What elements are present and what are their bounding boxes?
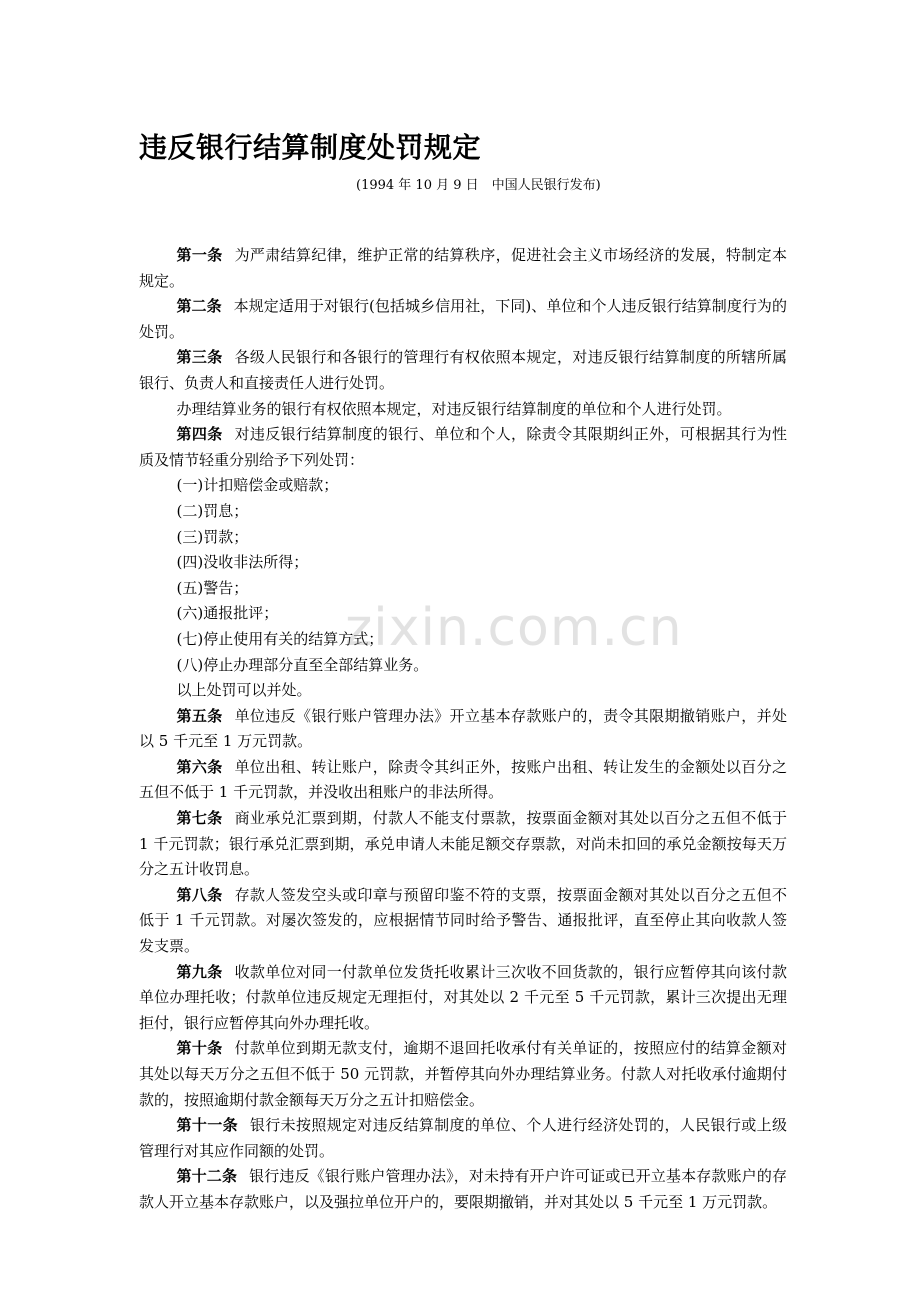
article-label: 第一条 bbox=[176, 246, 223, 264]
article-paragraph bbox=[139, 550, 787, 576]
article-paragraph bbox=[139, 473, 787, 499]
article-label: 第二条 bbox=[176, 297, 222, 316]
article-paragraph bbox=[139, 627, 787, 653]
article-text: (三)罚款； bbox=[176, 527, 249, 546]
article-text: 收款单位对同一付款单位发货托收累计三次收不回货款的，银行应暂停其向该付款单位办理托收；付款单位违反规定无理拒付，对其处以 2 千元至 5 千元罚款，累计三次提出无理拒付，银行应暂停其向外办理托收。 bbox=[139, 962, 787, 1032]
article-label: 第八条 bbox=[176, 885, 223, 904]
article-text: 单位出租、转让账户，除责令其纠正外，按账户出租、转让发生的金额处以百分之五但不低于 1 千元罚款，并没收出租账户的非法所得。 bbox=[139, 757, 787, 802]
document-title: 违反银行结算制度处罚规定 bbox=[139, 131, 482, 164]
article-label: 第十一条 bbox=[176, 1116, 238, 1135]
article-text: 本规定适用于对银行(包括城乡信用社，下同)、单位和个人违反银行结算制度行为的处罚。 bbox=[139, 297, 787, 341]
article-text: (一)计扣赔偿金或赔款； bbox=[176, 476, 339, 495]
article-label: 第十二条 bbox=[176, 1167, 238, 1186]
article-label: 第十条 bbox=[176, 1039, 223, 1058]
article-text: 对违反银行结算制度的银行、单位和个人，除责令其限期纠正外，可根据其行为性质及情节轻重分别给予下列处罚： bbox=[139, 425, 787, 469]
article-label: 第四条 bbox=[176, 425, 223, 444]
article-text: 银行违反《银行账户管理办法》，对未持有开户许可证或已开立基本存款账户的存款人开立基本存款账户，以及强拉单位开户的，要限期撤销，并对其处以 5 千元至 1 万元罚款。 bbox=[139, 1167, 787, 1211]
article-paragraph bbox=[139, 576, 787, 602]
article-text: (二)罚息； bbox=[176, 501, 249, 520]
article-text: 以上处罚可以并处。 bbox=[176, 681, 312, 700]
article-paragraph bbox=[139, 601, 787, 627]
article-paragraph bbox=[139, 499, 787, 525]
article-paragraph bbox=[139, 755, 787, 806]
article-text: (六)通报批评； bbox=[176, 604, 279, 623]
article-paragraph bbox=[139, 678, 787, 704]
article-text: 单位违反《银行账户管理办法》开立基本存款账户的，责令其限期撤销账户，并处以 5 千元至 1 万元罚款。 bbox=[139, 706, 787, 751]
article-label: 第三条 bbox=[176, 348, 223, 367]
article-paragraph bbox=[139, 704, 787, 755]
article-paragraph bbox=[139, 397, 787, 423]
article-text: (八)停止办理部分直至全部结算业务。 bbox=[176, 655, 429, 674]
article-paragraph bbox=[139, 806, 787, 883]
article-label: 第六条 bbox=[176, 757, 223, 776]
document-body bbox=[139, 243, 787, 1216]
article-paragraph bbox=[139, 653, 787, 679]
article-text: 为严肃结算纪律，维护正常的结算秩序，促进社会主义市场经济的发展，特制定本规定。 bbox=[139, 246, 787, 290]
article-text: 付款单位到期无款支付，逾期不退回托收承付有关单证的，按照应付的结算金额对其处以每天万分之五但不低于 50 元罚款，并暂停其向外办理结算业务。付款人对托收承付逾期付款的，按照逾期付款金额每天万分之五计扣赔偿金。 bbox=[139, 1039, 787, 1109]
article-paragraph bbox=[139, 960, 787, 1037]
article-paragraph bbox=[139, 525, 787, 551]
article-text: 银行未按照规定对违反结算制度的单位、个人进行经济处罚的，人民银行或上级管理行对其应作同额的处罚。 bbox=[139, 1116, 787, 1160]
article-label: 第九条 bbox=[176, 962, 223, 981]
article-text: 办理结算业务的银行有权依照本规定，对违反银行结算制度的单位和个人进行处罚。 bbox=[176, 399, 732, 418]
article-paragraph bbox=[139, 243, 787, 294]
article-text: (五)警告； bbox=[176, 578, 249, 597]
article-label: 第七条 bbox=[176, 809, 223, 828]
article-text: 各级人民银行和各银行的管理行有权依照本规定，对违反银行结算制度的所辖所属银行、负责人和直接责任人进行处罚。 bbox=[139, 348, 787, 392]
article-paragraph bbox=[139, 1113, 787, 1164]
article-text: 存款人签发空头或印章与预留印鉴不符的支票，按票面金额对其处以百分之五但不低于 1 千元罚款。对屡次签发的，应根据情节同时给予警告、通报批评，直至停止其向收款人签发支票。 bbox=[139, 885, 787, 956]
article-text: 商业承兑汇票到期，付款人不能支付票款，按票面金额对其处以百分之五但不低于 1 千元罚款；银行承兑汇票到期，承兑申请人未能足额交存票款，对尚未扣回的承兑金额按每天万分之五计收罚息。 bbox=[139, 809, 787, 879]
article-paragraph bbox=[139, 422, 787, 473]
article-paragraph bbox=[139, 883, 787, 960]
article-paragraph bbox=[139, 1036, 787, 1113]
document-subtitle: (1994 年 10 月 9 日 中国人民银行发布) bbox=[356, 178, 601, 193]
article-text: (四)没收非法所得； bbox=[176, 553, 309, 572]
article-paragraph bbox=[139, 1164, 787, 1215]
watermark: zixin.com.cn bbox=[345, 598, 683, 658]
article-text: (七)停止使用有关的结算方式； bbox=[176, 629, 384, 648]
article-paragraph bbox=[139, 294, 787, 345]
article-label: 第五条 bbox=[176, 706, 223, 725]
article-paragraph bbox=[139, 345, 787, 396]
